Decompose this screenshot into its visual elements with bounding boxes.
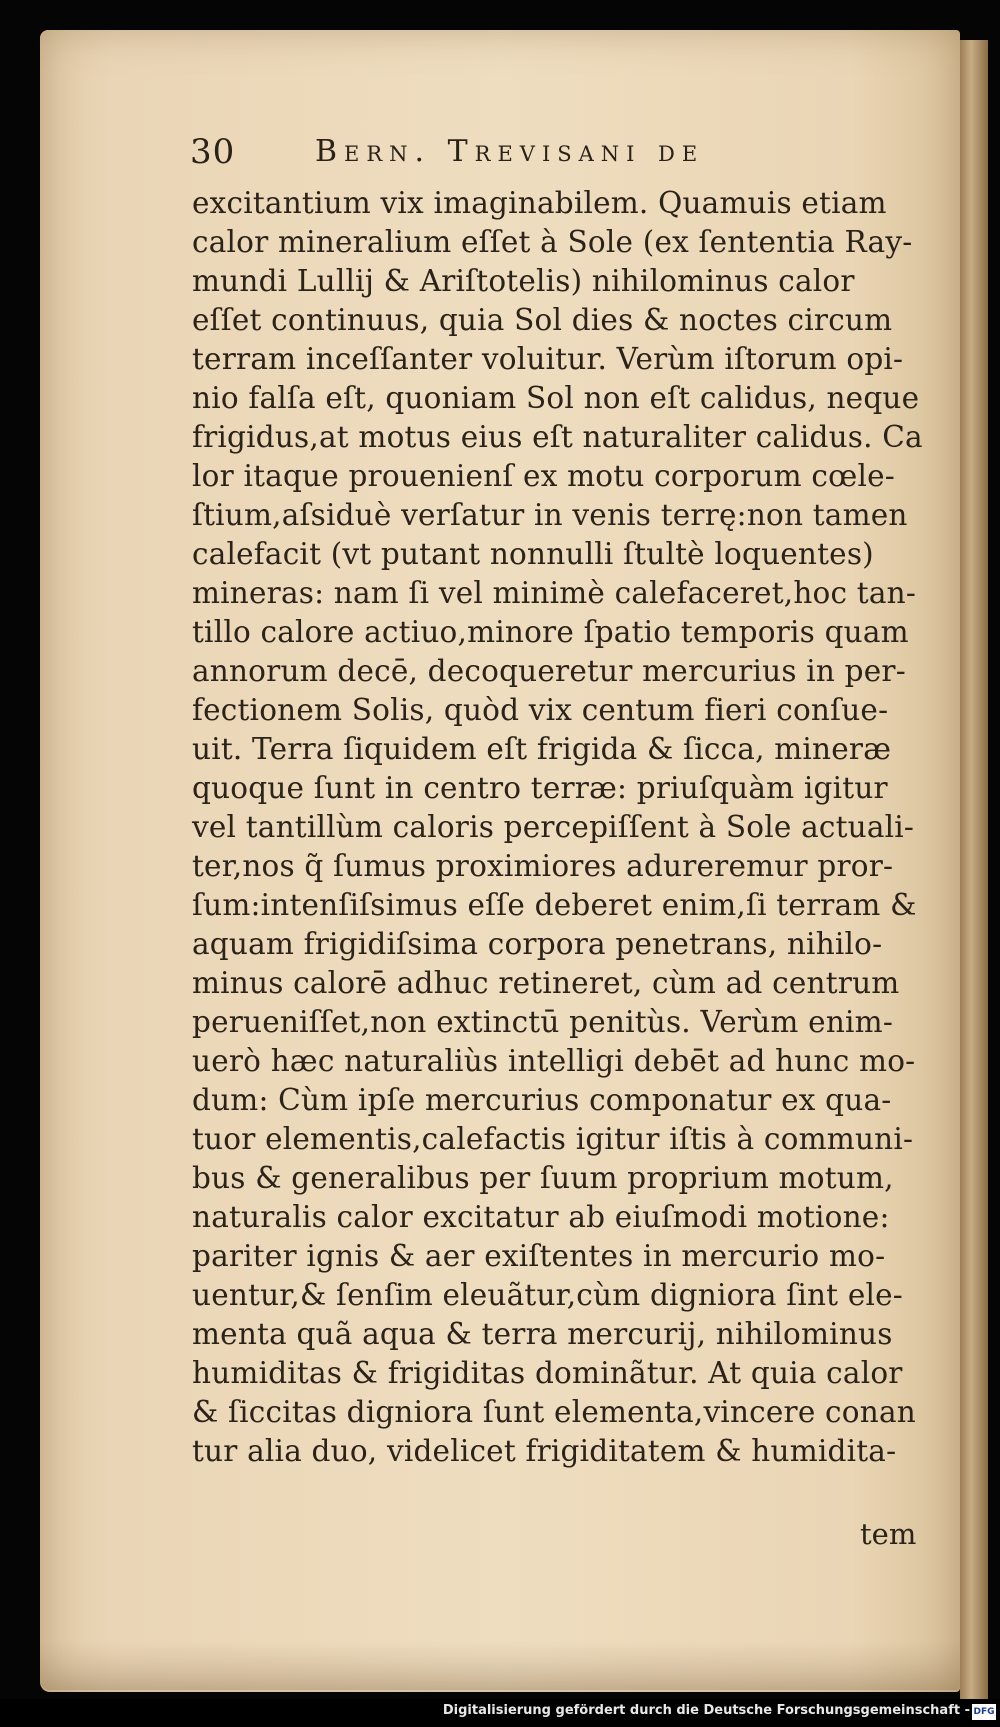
- text-line: dum: Cùm ipſe mercurius componatur ex qua-: [192, 1083, 892, 1117]
- text-line: uentur,& ſenſim eleuãtur,cùm digniora ſint ele-: [192, 1278, 903, 1312]
- text-line: humiditas & frigiditas dominãtur. At quia calor: [192, 1356, 903, 1390]
- text-line: mineras: nam ſi vel minimè calefaceret,hoc tan-: [192, 576, 917, 610]
- digitization-footer: [0, 1699, 1000, 1727]
- text-line: uerò hæc naturaliùs intelligi debēt ad hunc mo-: [192, 1044, 916, 1078]
- text-line: fectionem Solis, quòd vix centum fieri conſue-: [192, 693, 889, 727]
- text-line: nio falſa eſt, quoniam Sol non eſt calidus, neque: [192, 381, 920, 415]
- text-line: ſtium,aſsiduè verſatur in venis terrę:non tamen: [192, 498, 908, 532]
- text-line: naturalis calor excitatur ab eiuſmodi motione:: [192, 1200, 890, 1234]
- running-head: Bern. Trevisani de: [315, 134, 705, 169]
- text-line: lor itaque prouenienſ ex motu corporum cœle-: [192, 459, 895, 493]
- text-line: ter,nos q̃ ſumus proximiores adureremur pror-: [192, 849, 894, 883]
- text-line: terram inceſſanter voluitur. Verùm iſtorum opi-: [192, 342, 904, 376]
- page-shadow: [40, 1640, 960, 1690]
- text-line: eſſet continuus, quia Sol dies & noctes circum: [192, 303, 893, 337]
- text-line: aquam frigidiſsima corpora penetrans, nihilo-: [192, 927, 883, 961]
- text-line: quoque ſunt in centro terræ: priuſquàm igitur: [192, 771, 888, 805]
- book-page-edge: [960, 40, 988, 1700]
- text-line: excitantium vix imaginabilem. Quamuis etiam: [192, 186, 887, 220]
- text-line: minus calorē adhuc retineret, cùm ad centrum: [192, 966, 900, 1000]
- text-line: calor mineralium eſſet à Sole (ex ſententia Ray-: [192, 225, 913, 259]
- text-line: pariter ignis & aer exiſtentes in mercurio mo-: [192, 1239, 886, 1273]
- text-line: tillo calore actiuo,minore ſpatio temporis quam: [192, 615, 909, 649]
- text-line: uit. Terra ſiquidem eſt frigida & ſicca, mineræ: [192, 732, 892, 766]
- text-line: ſum:intenſiſsimus eſſe deberet enim,ſi terram &: [192, 888, 917, 922]
- page-header: [190, 130, 810, 178]
- dfg-logo: DFG: [972, 1704, 996, 1720]
- text-line: tur alia duo, videlicet frigiditatem & humidita-: [192, 1434, 897, 1468]
- text-line: tuor elementis,calefactis igitur iſtis à communi-: [192, 1122, 914, 1156]
- text-line: calefacit (vt putant nonnulli ſtultè loquentes): [192, 537, 874, 571]
- text-line: mundi Lullij & Ariſtotelis) nihilominus calor: [192, 264, 855, 298]
- text-line: menta quã aqua & terra mercurij, nihilominus: [192, 1317, 893, 1351]
- text-line: vel tantillùm caloris percepiſſent à Sole actuali-: [192, 810, 915, 844]
- catchword: tem: [860, 1517, 917, 1551]
- text-block: [192, 184, 952, 1471]
- text-line: & ſiccitas digniora ſunt elementa,vincere conan: [192, 1395, 916, 1429]
- text-line: frigidus,at motus eius eſt naturaliter calidus. Ca: [192, 420, 923, 454]
- text-line: annorum decē, decoqueretur mercurius in per-: [192, 654, 906, 688]
- text-line: bus & generalibus per ſuum proprium motum,: [192, 1161, 894, 1195]
- text-line: perueniſſet,non extinctū penitùs. Verùm enim-: [192, 1005, 893, 1039]
- funding-credit: Digitalisierung gefördert durch die Deutsche Forschungsgemeinschaft -: [442, 1703, 970, 1718]
- page-number: 30: [190, 132, 236, 172]
